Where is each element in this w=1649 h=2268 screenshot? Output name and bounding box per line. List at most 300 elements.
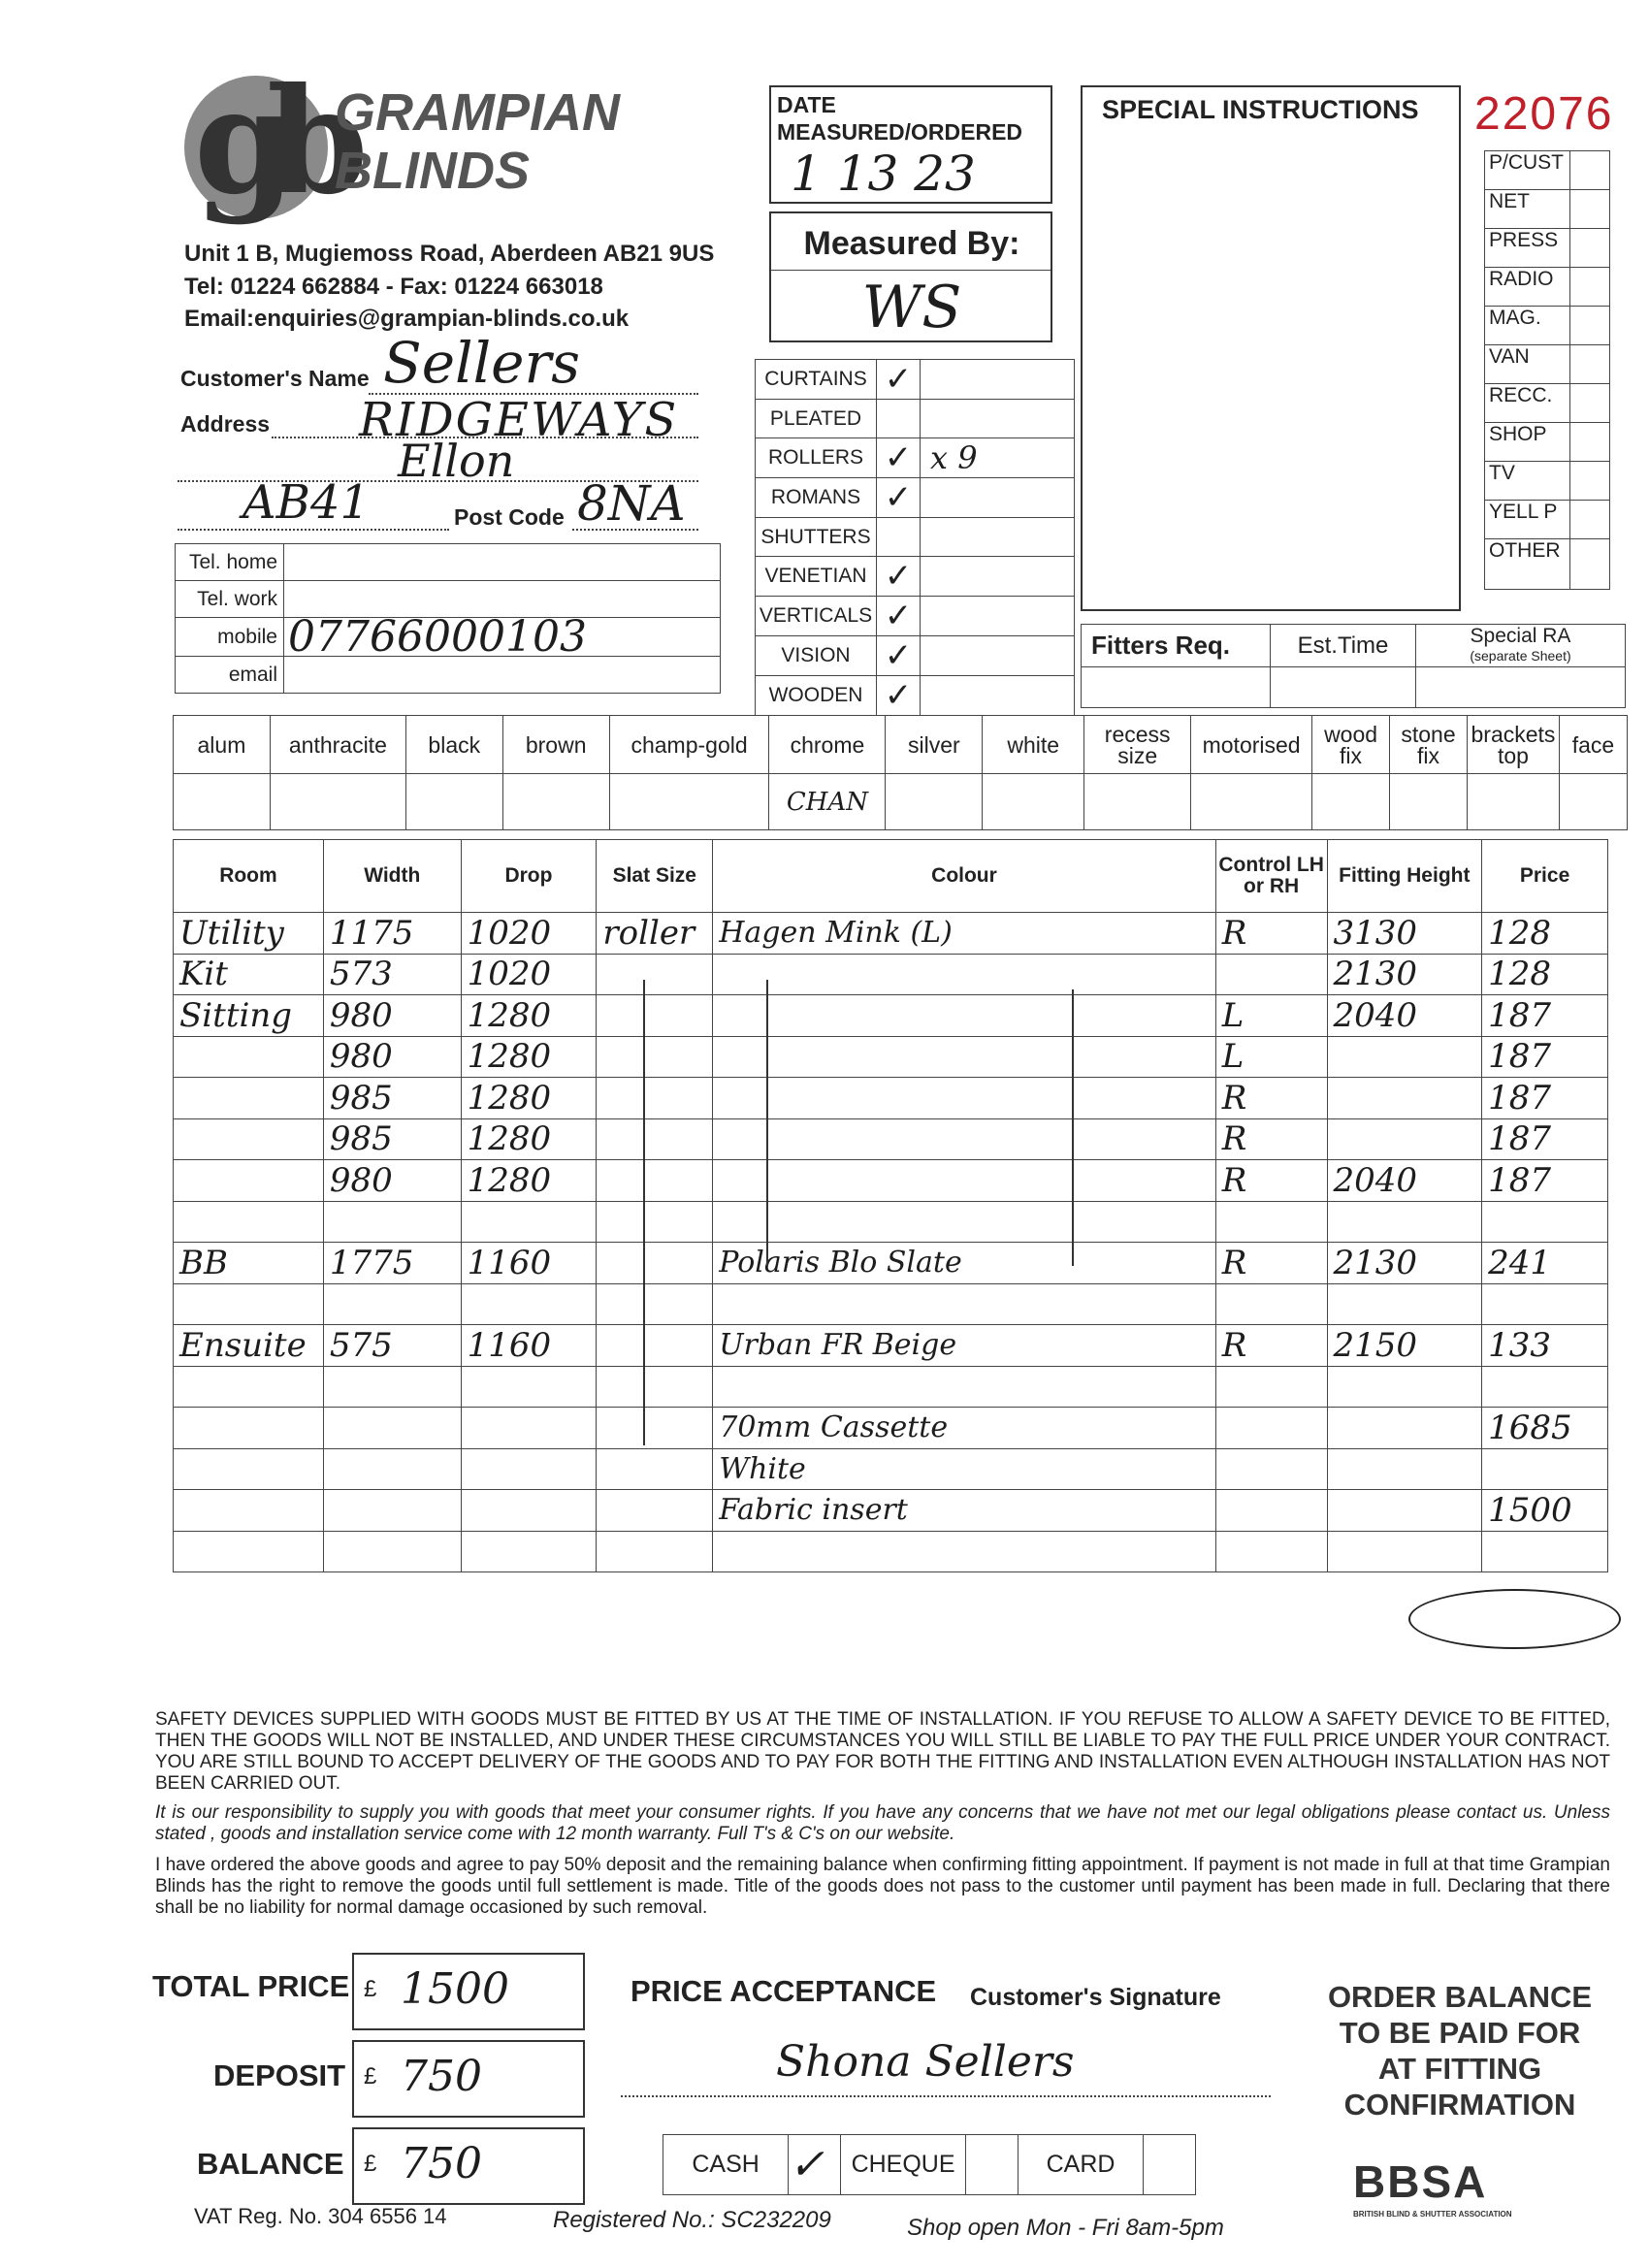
source-check [1569,190,1609,229]
product-tick [877,400,921,438]
product-tick: ✓ [877,557,921,597]
option-brown-label: brown [502,716,609,774]
item-control [1215,954,1327,995]
vat-number: VAT Reg. No. 304 6556 14 [194,2204,447,2228]
item-width [323,1283,461,1325]
measured-by-value: WS [861,274,962,341]
item-drop [461,1201,597,1243]
item-price [1482,1448,1608,1490]
item-price: 187 [1482,1078,1608,1119]
item-width: 1175 [323,913,461,955]
date-value: 1 13 23 [791,146,976,202]
table-row [174,1490,1608,1532]
item-slat [597,1366,713,1408]
product-note: x 9 [921,438,1075,478]
product-note [921,597,1075,636]
source-check [1569,268,1609,307]
item-height [1327,1366,1482,1408]
item-width [323,1408,461,1449]
item-room [174,1408,324,1449]
table-row [174,1325,1608,1367]
option-anthracite-label: anthracite [270,716,405,774]
item-room [174,1078,324,1119]
item-drop: 1280 [461,1078,597,1119]
legal-agreement: I have ordered the above goods and agree to pay 50% deposit and the remaining balance when confirming fitting appointment. If payment is not made in full at that time Grampian Blinds has the right to remove the goods until full settlement is made. Title of the goods does not pass to the customer until payment has been made in full. Declaring that there shall be no liability for normal damage occasioned by such removal. [155,1855,1610,1918]
item-colour [713,1160,1216,1202]
company-name-line2: BLINDS [335,142,530,200]
cash-check: ✓ [789,2135,841,2195]
item-drop: 1160 [461,1243,597,1284]
date-label: DATE MEASURED/ORDERED [777,92,1023,145]
bbsa-subtitle: BRITISH BLIND & SHUTTER ASSOCIATION [1353,2210,1512,2219]
product-label: ROMANS [756,478,877,518]
item-control [1215,1531,1327,1572]
item-colour [713,995,1216,1037]
item-room [174,1118,324,1160]
item-width: 980 [323,1160,461,1202]
option-face-label: face [1559,716,1627,774]
item-slat [597,1283,713,1325]
item-price: 187 [1482,1036,1608,1078]
option-face-value [1559,774,1627,830]
item-room [174,1201,324,1243]
source-label: SHOP [1485,423,1570,462]
address-line1: RIDGEWAYS [359,393,679,447]
balance-value: 750 [401,2139,482,2188]
item-slat [597,954,713,995]
source-label: NET [1485,190,1570,229]
item-price: 128 [1482,913,1608,955]
source-label: VAN [1485,345,1570,384]
items-table [173,839,1608,1572]
item-room: Ensuite [174,1325,324,1367]
table-row [174,1408,1608,1449]
special-instructions-label: SPECIAL INSTRUCTIONS [1102,95,1419,124]
item-colour: Urban FR Beige [713,1325,1216,1367]
product-label: VENETIAN [756,557,877,597]
source-check [1569,462,1609,501]
address-line2: Ellon [398,435,515,487]
item-width [323,1490,461,1532]
item-slat [597,1036,713,1078]
option-wood-fix-value [1312,774,1390,830]
item-colour [713,1366,1216,1408]
product-tick: ✓ [877,478,921,518]
option-recess-size-label: recess size [1084,716,1191,774]
option-motorised-value [1191,774,1312,830]
item-width [323,1531,461,1572]
table-row [174,954,1608,995]
item-control: R [1215,913,1327,955]
item-room [174,1531,324,1572]
fitters-table [1081,624,1626,708]
product-tick: ✓ [877,636,921,676]
deposit-value: 750 [401,2052,482,2101]
item-control [1215,1490,1327,1532]
total-price-label: TOTAL PRICE [152,1969,350,2003]
product-label: VISION [756,636,877,676]
item-width [323,1366,461,1408]
item-price: 1500 [1482,1490,1608,1532]
product-label: WOODEN [756,676,877,716]
item-colour [713,1283,1216,1325]
ditto-line-slat [643,980,645,1445]
source-check [1569,307,1609,345]
item-drop: 1280 [461,1160,597,1202]
item-height [1327,1531,1482,1572]
customer-name-label: Customer's Name [180,366,370,391]
item-room [174,1283,324,1325]
source-check [1569,423,1609,462]
item-colour: Fabric insert [713,1490,1216,1532]
items-header: Slat Size [597,840,713,913]
item-room: Utility [174,913,324,955]
item-slat [597,1408,713,1449]
option-anthracite-value [270,774,405,830]
signature-line [621,2095,1271,2097]
order-balance-line2: TO BE PAID FOR [1339,2016,1581,2050]
item-room: Kit [174,954,324,995]
option-white-value [983,774,1084,830]
option-chrome-label: chrome [769,716,886,774]
item-width: 1775 [323,1243,461,1284]
source-label: RADIO [1485,268,1570,307]
deposit-box [352,2040,585,2118]
source-label: PRESS [1485,229,1570,268]
option-champ-gold-label: champ-gold [609,716,769,774]
item-control: R [1215,1325,1327,1367]
item-colour [713,1118,1216,1160]
order-number: 22076 [1474,88,1614,140]
company-name-line1: GRAMPIAN [335,83,620,142]
table-row [174,1531,1608,1572]
logo-letters: gb [194,56,340,227]
item-control: L [1215,1036,1327,1078]
source-label: OTHER [1485,539,1570,590]
product-note [921,557,1075,597]
item-price: 187 [1482,1160,1608,1202]
item-price: 1685 [1482,1408,1608,1449]
source-label: YELL P [1485,501,1570,539]
item-colour [713,1078,1216,1119]
item-drop: 1020 [461,954,597,995]
legal-consumer-rights: It is our responsibility to supply you with goods that meet your consumer rights. If you have any concerns that we have not met our legal obligations please contact us. Unless stated , goods and installation service come with 12 month warranty. Full T's & C's on our website. [155,1802,1610,1844]
item-control [1215,1448,1327,1490]
item-room: Sitting [174,995,324,1037]
option-black-label: black [405,716,502,774]
item-price: 241 [1482,1243,1608,1284]
items-header: Drop [461,840,597,913]
option-champ-gold-value [609,774,769,830]
product-note [921,360,1075,400]
item-drop: 1280 [461,1036,597,1078]
item-slat: roller [597,913,713,955]
card-check [1144,2135,1196,2195]
items-header: Room [174,840,324,913]
ditto-line-colour-a [766,980,768,1266]
table-row [174,1243,1608,1284]
item-width: 575 [323,1325,461,1367]
legal-safety: SAFETY DEVICES SUPPLIED WITH GOODS MUST BE FITTED BY US AT THE TIME OF INSTALLATION. IF YOU REFUSE TO ALLOW A SAFETY DEVICE TO BE FITTED, THEN THE GOODS WILL NOT BE INSTALLED, AND UNDER THESE CIRCUMSTANCES YOU WILL STILL BE LIABLE TO PAY THE FULL PRICE UNDER YOUR CONTRACT. YOU ARE STILL BOUND TO ACCEPT DELIVERY OF THE GOODS AND TO PAY FOR BOTH THE FITTING AND INSTALLATION EVEN ALTHOUGH INSTALLATION HAS NOT BEEN CARRIED OUT. [155,1709,1610,1794]
item-width: 985 [323,1118,461,1160]
cheque-check [966,2135,1018,2195]
item-height [1327,1448,1482,1490]
source-table [1484,150,1610,590]
item-colour: White [713,1448,1216,1490]
items-header: Price [1482,840,1608,913]
balance-box [352,2127,585,2205]
item-slat [597,995,713,1037]
total-price-box [352,1953,585,2030]
special-ra-sub: (separate Sheet) [1470,647,1571,664]
order-balance-line4: CONFIRMATION [1343,2088,1576,2122]
item-height [1327,1036,1482,1078]
special-ra-label: Special RA [1470,624,1571,647]
product-note [921,400,1075,438]
company-address: Unit 1 B, Mugiemoss Road, Aberdeen AB21 9US [184,241,715,267]
product-note [921,676,1075,716]
source-label: MAG. [1485,307,1570,345]
product-label: PLEATED [756,400,877,438]
shop-hours: Shop open Mon - Fri 8am-5pm [907,2215,1224,2241]
source-check [1569,384,1609,423]
item-control: L [1215,995,1327,1037]
item-price [1482,1283,1608,1325]
table-row [174,1160,1608,1202]
item-colour [713,954,1216,995]
ditto-line-colour-b [1072,989,1074,1266]
product-label: CURTAINS [756,360,877,400]
item-control: R [1215,1118,1327,1160]
mobile-value: 07766000103 [284,618,721,657]
balance-currency: £ [364,2151,377,2177]
items-header: Fitting Height [1327,840,1482,913]
item-room [174,1036,324,1078]
email-label: email [176,657,284,694]
total-currency: £ [364,1976,377,2002]
item-width [323,1448,461,1490]
option-chrome-value: CHAN [769,774,886,830]
item-colour [713,1036,1216,1078]
total-circle [1408,1589,1621,1649]
source-check [1569,539,1609,590]
item-price [1482,1531,1608,1572]
item-control [1215,1366,1327,1408]
table-row [174,1036,1608,1078]
postcode-value: 8NA [577,475,686,532]
option-alum-value [174,774,271,830]
item-slat [597,1490,713,1532]
item-colour [713,1201,1216,1243]
item-control: R [1215,1243,1327,1284]
item-price: 187 [1482,995,1608,1037]
item-price: 133 [1482,1325,1608,1367]
option-brackets-top-label: brackets top [1467,716,1559,774]
deposit-currency: £ [364,2063,377,2090]
item-price [1482,1366,1608,1408]
measured-by-box [769,211,1052,342]
item-height: 2040 [1327,995,1482,1037]
product-note [921,478,1075,518]
item-height: 3130 [1327,913,1482,955]
item-width [323,1201,461,1243]
product-label: ROLLERS [756,438,877,478]
item-slat [597,1531,713,1572]
item-slat [597,1325,713,1367]
item-colour: Hagen Mink (L) [713,913,1216,955]
product-label: SHUTTERS [756,518,877,557]
address-line3: AB41 [242,475,371,530]
item-slat [597,1118,713,1160]
special-instructions-box [1081,85,1461,611]
item-height: 2130 [1327,954,1482,995]
item-slat [597,1078,713,1119]
product-tick: ✓ [877,360,921,400]
tel-home-label: Tel. home [176,544,284,581]
address-label: Address [180,411,271,437]
option-brackets-top-value [1467,774,1559,830]
item-drop [461,1366,597,1408]
option-stone-fix-label: stone fix [1390,716,1468,774]
email-value [284,657,721,694]
item-colour: Polaris Blo Slate [713,1243,1216,1284]
item-drop: 1280 [461,995,597,1037]
item-room [174,1366,324,1408]
product-tick: ✓ [877,597,921,636]
product-tick [877,518,921,557]
date-box [769,85,1052,204]
item-width: 980 [323,1036,461,1078]
item-colour [713,1531,1216,1572]
item-slat [597,1160,713,1202]
table-row [174,1201,1608,1243]
item-drop [461,1448,597,1490]
item-width: 980 [323,995,461,1037]
option-black-value [405,774,502,830]
option-brown-value [502,774,609,830]
product-label: VERTICALS [756,597,877,636]
item-drop [461,1531,597,1572]
order-balance-notice [1305,1979,1615,2122]
balance-label: BALANCE [197,2147,344,2181]
item-control [1215,1408,1327,1449]
table-row [174,1118,1608,1160]
item-room [174,1160,324,1202]
option-white-label: white [983,716,1084,774]
item-slat [597,1243,713,1284]
item-drop: 1160 [461,1325,597,1367]
item-drop: 1280 [461,1118,597,1160]
source-check [1569,229,1609,268]
item-drop [461,1283,597,1325]
customer-signature-label: Customer's Signature [970,1984,1221,2011]
product-tick: ✓ [877,676,921,716]
tel-work-label: Tel. work [176,581,284,618]
item-slat [597,1448,713,1490]
source-check [1569,501,1609,539]
source-check [1569,345,1609,384]
order-balance-line3: AT FITTING [1377,2052,1542,2086]
table-row [174,1366,1608,1408]
company-email: Email:enquiries@grampian-blinds.co.uk [184,306,630,332]
source-label: TV [1485,462,1570,501]
card-label: CARD [1018,2135,1143,2195]
cash-label: CASH [663,2135,789,2195]
item-height: 2150 [1327,1325,1482,1367]
option-silver-value [886,774,983,830]
registered-number: Registered No.: SC232209 [553,2207,831,2233]
item-price: 128 [1482,954,1608,995]
item-height [1327,1201,1482,1243]
table-row [174,913,1608,955]
source-label: RECC. [1485,384,1570,423]
item-drop: 1020 [461,913,597,955]
source-label: P/CUST [1485,151,1570,190]
item-drop [461,1490,597,1532]
item-price [1482,1201,1608,1243]
customer-signature: Shona Sellers [776,2037,1075,2087]
option-alum-label: alum [174,716,271,774]
item-control [1215,1283,1327,1325]
item-height [1327,1490,1482,1532]
item-width: 573 [323,954,461,995]
items-header: Width [323,840,461,913]
tel-home-value [284,544,721,581]
option-stone-fix-value [1390,774,1468,830]
table-row [174,1078,1608,1119]
payment-method-table [663,2134,1196,2195]
measured-by-label: Measured By: [803,225,1020,262]
table-row [174,1448,1608,1490]
options-table [173,715,1628,830]
bbsa-logo: BBSA [1353,2156,1488,2207]
customer-name: Sellers [383,330,580,396]
order-balance-line1: ORDER BALANCE [1327,1980,1593,2014]
item-height [1327,1078,1482,1119]
item-width: 985 [323,1078,461,1119]
contact-table [175,543,721,694]
table-row [174,1283,1608,1325]
table-row [174,995,1608,1037]
item-height [1327,1408,1482,1449]
item-price: 187 [1482,1118,1608,1160]
item-height [1327,1118,1482,1160]
item-slat [597,1201,713,1243]
special-ra [1416,625,1626,667]
item-height [1327,1283,1482,1325]
product-note [921,518,1075,557]
product-note [921,636,1075,676]
company-phone: Tel: 01224 662884 - Fax: 01224 663018 [184,274,603,300]
items-header: Control LH or RH [1215,840,1327,913]
item-control [1215,1201,1327,1243]
total-price-value: 1500 [401,1964,509,2014]
cheque-label: CHEQUE [840,2135,965,2195]
est-time-label: Est.Time [1271,625,1416,667]
item-colour: 70mm Cassette [713,1408,1216,1449]
option-silver-label: silver [886,716,983,774]
product-table [755,359,1075,716]
item-room: BB [174,1243,324,1284]
item-control: R [1215,1078,1327,1119]
items-header: Colour [713,840,1216,913]
source-check [1569,151,1609,190]
price-acceptance-label: PRICE ACCEPTANCE [630,1974,937,2008]
option-motorised-label: motorised [1191,716,1312,774]
item-height: 2040 [1327,1160,1482,1202]
item-height: 2130 [1327,1243,1482,1284]
deposit-label: DEPOSIT [213,2058,346,2092]
